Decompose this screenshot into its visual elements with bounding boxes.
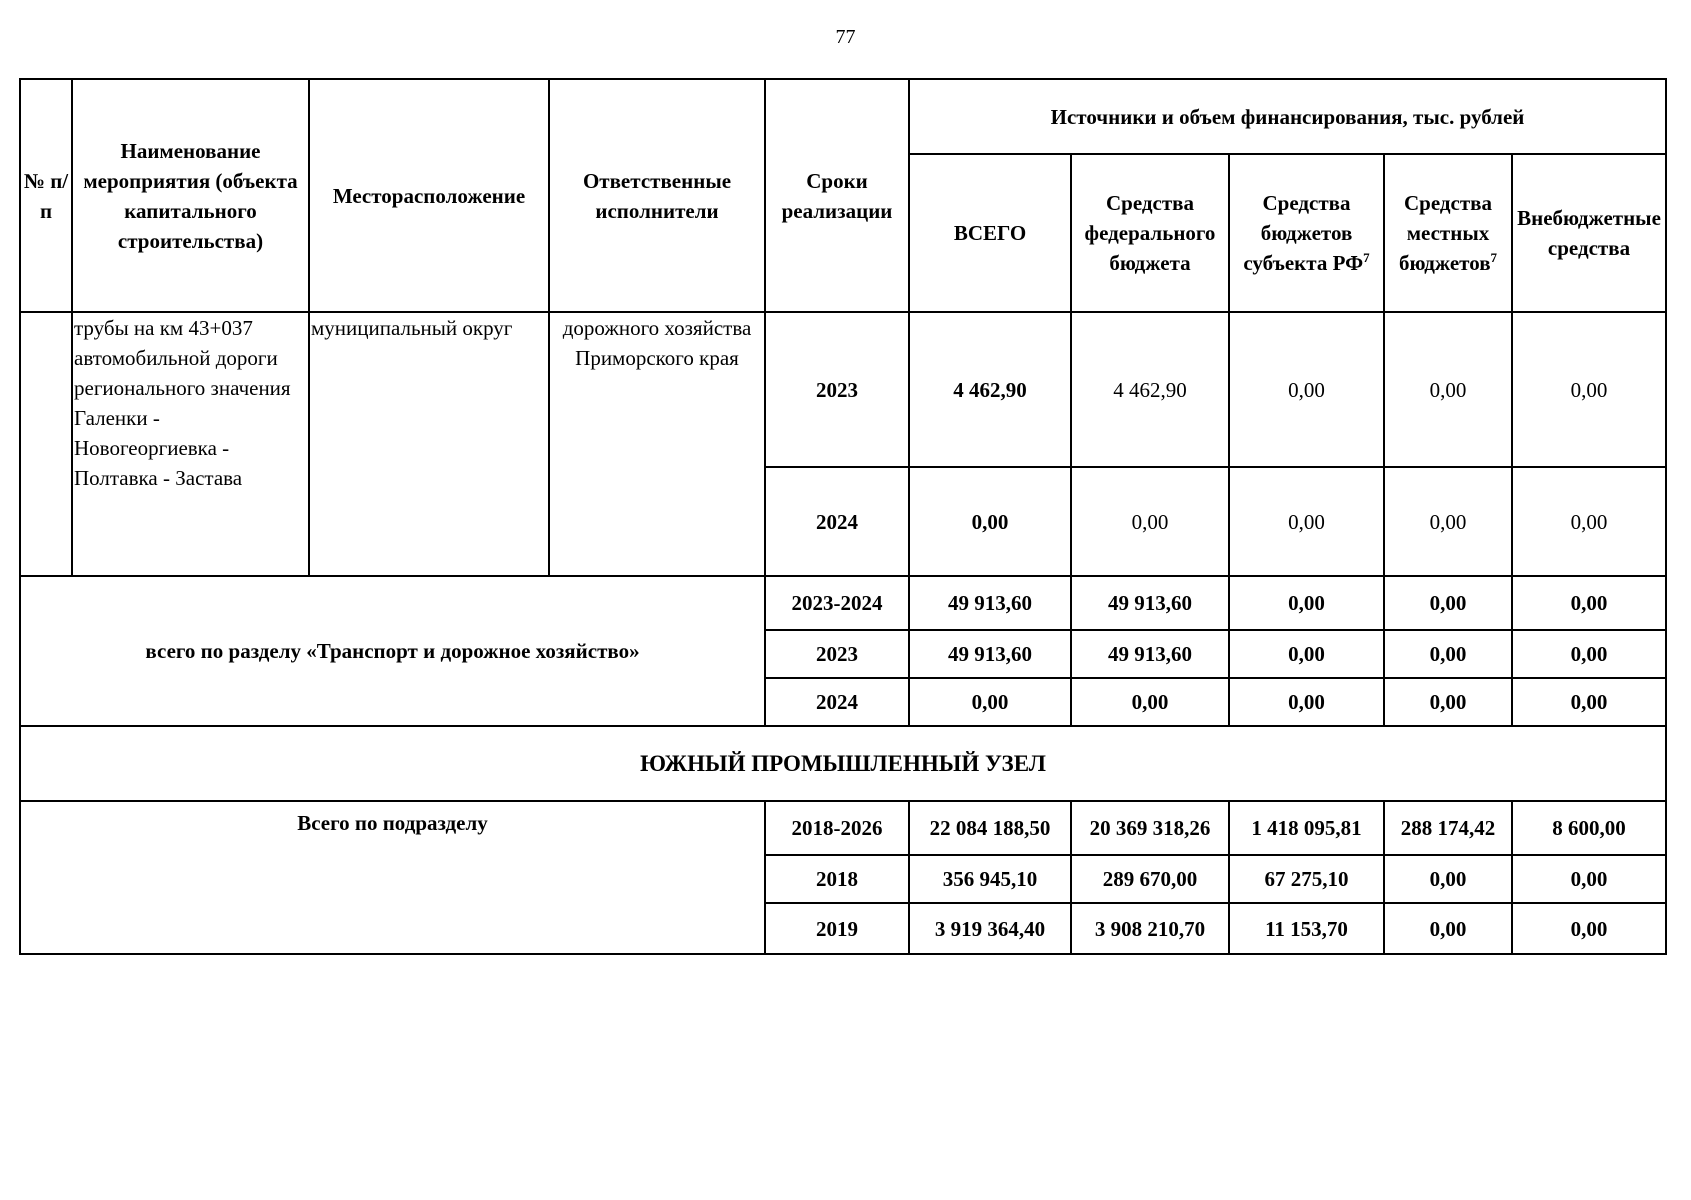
section-total-local: 0,00 xyxy=(1384,678,1512,726)
header-period: Сроки реализации xyxy=(765,79,909,312)
object-total: 0,00 xyxy=(909,467,1071,576)
subsection-total-label: Всего по подразделу xyxy=(20,801,765,954)
header-local xyxy=(1384,154,1512,312)
section-total-regional: 0,00 xyxy=(1229,678,1384,726)
subsection-total-extra: 0,00 xyxy=(1512,903,1666,954)
section-total-extra: 0,00 xyxy=(1512,678,1666,726)
subsection-heading-row xyxy=(20,726,1666,801)
subsection-total-local: 288 174,42 xyxy=(1384,801,1512,855)
object-location: муниципальный округ xyxy=(309,312,549,576)
section-total-year: 2023 xyxy=(765,630,909,678)
header-executors: Ответственные исполнители xyxy=(549,79,765,312)
object-regional: 0,00 xyxy=(1229,312,1384,467)
section-total-extra: 0,00 xyxy=(1512,630,1666,678)
section-total-federal: 0,00 xyxy=(1071,678,1229,726)
section-total-total: 0,00 xyxy=(909,678,1071,726)
object-local: 0,00 xyxy=(1384,312,1512,467)
section-total-extra: 0,00 xyxy=(1512,576,1666,630)
header-regional-footnote: 7 xyxy=(1363,250,1370,265)
page-number: 77 xyxy=(835,26,856,48)
header-num: № п/п xyxy=(20,79,72,312)
subsection-total-local: 0,00 xyxy=(1384,855,1512,903)
section-total-row xyxy=(20,576,1666,630)
subsection-total-row xyxy=(20,801,1666,855)
subsection-total-federal: 20 369 318,26 xyxy=(1071,801,1229,855)
header-location: Месторасположение xyxy=(309,79,549,312)
subsection-total-extra: 0,00 xyxy=(1512,855,1666,903)
section-total-year: 2024 xyxy=(765,678,909,726)
object-row-2023 xyxy=(20,312,1666,467)
object-num xyxy=(20,312,72,576)
object-federal: 4 462,90 xyxy=(1071,312,1229,467)
object-regional: 0,00 xyxy=(1229,467,1384,576)
header-extra: Внебюджетные средства xyxy=(1512,154,1666,312)
section-total-federal: 49 913,60 xyxy=(1071,576,1229,630)
header-local-footnote: 7 xyxy=(1490,250,1498,265)
object-extra: 0,00 xyxy=(1512,312,1666,467)
header-regional-text: Средства бюджетов субъекта РФ xyxy=(1243,191,1364,275)
header-name: Наименование мероприятия (объекта капитального строительства) xyxy=(72,79,309,312)
subsection-total-total: 3 919 364,40 xyxy=(909,903,1071,954)
section-total-regional: 0,00 xyxy=(1229,576,1384,630)
section-total-local: 0,00 xyxy=(1384,630,1512,678)
section-total-total: 49 913,60 xyxy=(909,630,1071,678)
subsection-total-federal: 289 670,00 xyxy=(1071,855,1229,903)
financing-table xyxy=(19,78,1667,955)
subsection-total-year: 2019 xyxy=(765,903,909,954)
subsection-heading: ЮЖНЫЙ ПРОМЫШЛЕННЫЙ УЗЕЛ xyxy=(20,726,1666,801)
header-row-1 xyxy=(20,79,1666,154)
section-total-local: 0,00 xyxy=(1384,576,1512,630)
object-executors: дорожного хозяйства Приморского края xyxy=(549,312,765,576)
subsection-total-total: 356 945,10 xyxy=(909,855,1071,903)
header-local-text: Средства местных бюджетов xyxy=(1398,191,1492,275)
subsection-total-total: 22 084 188,50 xyxy=(909,801,1071,855)
section-total-year: 2023-2024 xyxy=(765,576,909,630)
section-total-total: 49 913,60 xyxy=(909,576,1071,630)
header-federal: Средства федерального бюджета xyxy=(1071,154,1229,312)
subsection-total-federal: 3 908 210,70 xyxy=(1071,903,1229,954)
subsection-total-year: 2018 xyxy=(765,855,909,903)
section-total-federal: 49 913,60 xyxy=(1071,630,1229,678)
subsection-total-regional: 1 418 095,81 xyxy=(1229,801,1384,855)
subsection-total-extra: 8 600,00 xyxy=(1512,801,1666,855)
object-extra: 0,00 xyxy=(1512,467,1666,576)
subsection-total-local: 0,00 xyxy=(1384,903,1512,954)
object-local: 0,00 xyxy=(1384,467,1512,576)
header-regional xyxy=(1229,154,1384,312)
header-total: ВСЕГО xyxy=(909,154,1071,312)
subsection-total-regional: 11 153,70 xyxy=(1229,903,1384,954)
header-financing-group: Источники и объем финансирования, тыс. рублей xyxy=(909,79,1666,154)
section-total-label: всего по разделу «Транспорт и дорожное хозяйство» xyxy=(20,576,765,726)
object-total: 4 462,90 xyxy=(909,312,1071,467)
section-total-regional: 0,00 xyxy=(1229,630,1384,678)
object-year: 2024 xyxy=(765,467,909,576)
subsection-total-regional: 67 275,10 xyxy=(1229,855,1384,903)
object-name: трубы на км 43+037 автомобильной дороги регионального значения Галенки - Новогеоргиевка - Полтавка - Застава xyxy=(72,312,309,576)
object-year: 2023 xyxy=(765,312,909,467)
object-federal: 0,00 xyxy=(1071,467,1229,576)
subsection-total-year: 2018-2026 xyxy=(765,801,909,855)
